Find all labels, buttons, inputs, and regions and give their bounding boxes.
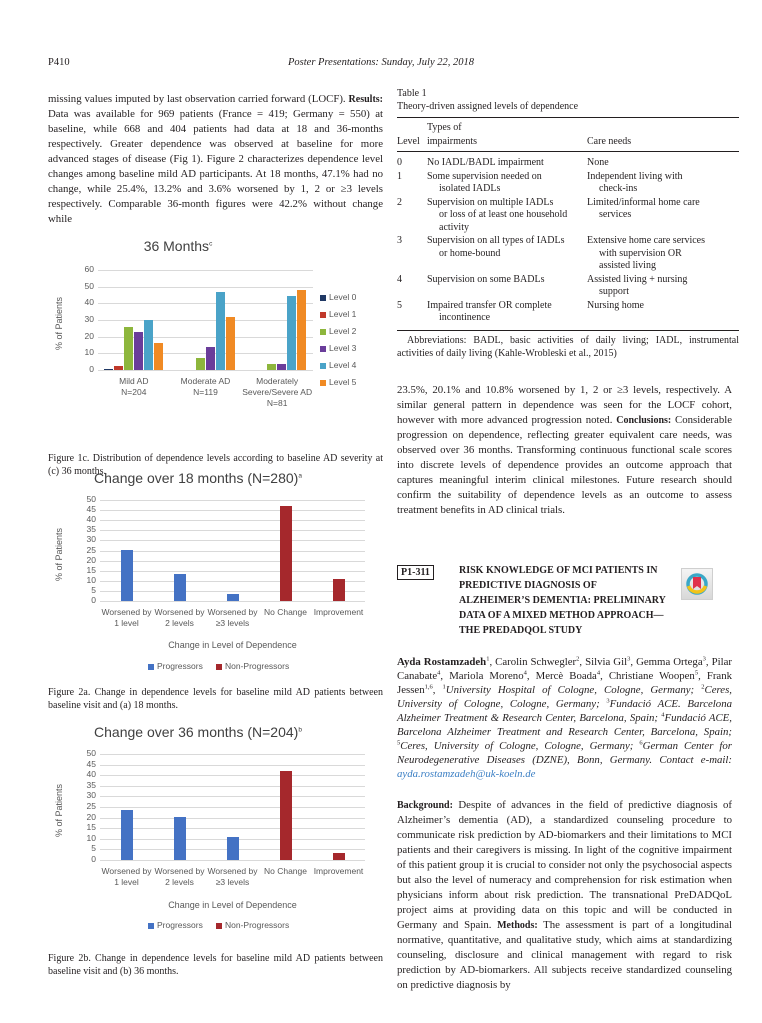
figure-2a-caption: Figure 2a. Change in dependence levels for baseline mild AD patients between baseline visit and (a) 18 months.: [48, 687, 383, 711]
continuation-paragraph: [397, 383, 732, 518]
table-cell-impairment: Impaired transfer OR complete: [427, 299, 552, 311]
author-superscript: 3: [702, 655, 706, 663]
y-tick-label: 50: [86, 748, 96, 758]
affiliation-superscript: 1: [442, 683, 446, 691]
legend-swatch: [320, 312, 326, 318]
table-cell-impairment: incontinence: [439, 312, 491, 323]
legend-swatch: [148, 923, 154, 929]
table-cell-impairment: Some supervision needed on: [427, 170, 542, 182]
intro-text-1: missing values imputed by last observation carried forward (LOCF).: [48, 93, 349, 105]
table-1-label: Table 1: [397, 88, 427, 99]
title-superscript: c: [209, 240, 213, 248]
y-tick-label: 0: [91, 854, 96, 864]
affiliation-text: Fundació ACE, Barcelona Alzheimer Treatment and Research Center, Barcelona, Spain;: [397, 712, 732, 738]
table-cell-impairment: No IADL/BADL impairment: [427, 157, 544, 168]
table-bottom-rule: [397, 330, 739, 331]
table-footnote: Abbreviations: BADL, basic activities of daily living; IADL, instrumental activities of daily living (Kahle-Wrobleski et al., 2015): [397, 335, 739, 359]
running-title: Poster Presentations: Sunday, July 22, 2018: [288, 57, 474, 68]
y-tick-label: 20: [84, 330, 94, 341]
figure-1c-chart: [48, 238, 383, 443]
table-cell-care: check-ins: [599, 183, 638, 194]
y-tick-label: 60: [84, 264, 94, 274]
table-cell-care: None: [587, 157, 609, 168]
legend-swatch: [320, 380, 326, 386]
bar-progressors: [121, 550, 133, 601]
y-tick-label: 50: [84, 280, 94, 291]
x-axis-label: Change in Level of Dependence: [168, 900, 297, 910]
gridline: [100, 561, 365, 562]
legend-swatch: [320, 295, 326, 301]
bar-level-5: [226, 317, 235, 370]
legend-swatch: [148, 664, 154, 670]
gridline: [100, 591, 365, 592]
legend-label: Level 5: [329, 377, 357, 387]
y-tick-label: 30: [86, 534, 96, 545]
bar-level-1: [114, 366, 123, 370]
legend-label: Level 4: [329, 360, 357, 370]
intro-text-2: Data was available for 969 patients (France = 419; Germany = 550) at baseline, while 668 and 404 patients had data at 18 and 36-months respectively. Greater dependence was observed at baseline for more advanced stages of disease (Fig 1). Figure 2 characterizes dependence level changes among baseline mild AD participants. At 18 months, 47.1% had no change, while 25.4%, 13.2% and 3.6% worsened by 1, 2 or ≥3 levels respectively. Comparable 36-month figures were 42.2% without change while: [48, 108, 383, 225]
gridline: [100, 807, 365, 808]
affiliation-text: Ceres, University of Cologne, Cologne, Germany;: [397, 684, 732, 710]
x-tick-label: [306, 607, 371, 618]
legend-swatch: [216, 923, 222, 929]
legend-item: [148, 920, 203, 930]
y-tick-label: 15: [86, 564, 96, 575]
gridline: [100, 828, 365, 829]
bar-progressors: [174, 817, 186, 860]
y-axis-label: % of Patients: [54, 296, 64, 350]
x-tick-label-line: Moderate AD: [180, 376, 231, 386]
x-tick-label-line: Worsened by: [207, 866, 258, 876]
y-axis-label: % of Patients: [54, 783, 64, 837]
legend-item: [320, 326, 356, 336]
author-name: Mercè Boada: [535, 670, 597, 682]
x-tick-label-line: Improvement: [313, 607, 364, 617]
x-tick-label-line: Moderately: [256, 376, 299, 386]
table-cell-impairment: Supervision on multiple IADLs: [427, 196, 554, 208]
table-cell-care: Nursing home: [587, 299, 644, 311]
y-tick-label: 25: [86, 544, 96, 555]
y-tick-label: 50: [86, 494, 96, 504]
y-tick-label: 10: [86, 574, 96, 585]
y-tick-label: 5: [91, 843, 96, 854]
legend-item: [148, 661, 203, 671]
background-paragraph: [397, 798, 732, 993]
background-text: Despite of advances in the field of predictive diagnosis of Alzheimer’s dementia (AD), a standardized counseling procedure to communicate risk prediction by AD-biomarkers and their limitations to MCI patients and their caregivers is missing. In light of the cognitive impairment of this patient group it is crucial to consider not only the psychosocial aspects but also the level of numeracy and comprehension for risk estimation when physicians inform about risk prediction. The transnational PreDADQoL project aims at providing data on this topic and will be conducted in Germany and Spain.: [397, 799, 732, 931]
legend-swatch: [320, 329, 326, 335]
table-cell-care: assisted living: [599, 260, 656, 271]
gridline: [100, 796, 365, 797]
legend-label: Progressors: [157, 661, 203, 671]
legend-label: Level 0: [329, 292, 357, 302]
author-name: Pilar Canabate: [397, 656, 732, 682]
bar-level-2: [196, 358, 205, 370]
table-cell-level: 2: [397, 196, 402, 208]
x-tick-label-line: Improvement: [313, 866, 364, 876]
table-cell-level: 0: [397, 157, 402, 168]
continuation-text-2: Considerable progression on dependence, reflecting greater equivalent care needs, was observed over 36 months. Transforming continuous functional scale scores into discrete levels of dependence provides an outcome approach that captures meaningful interim clinical milestones. Future research should confirm the suitability of dependence levels as an outcome to assess treatment benefits in AD clinical trials.: [397, 414, 733, 516]
continuation-text-1: 23.5%, 20.1% and 10.8% worsened by 1, 2 or ≥3 levels, respectively. A similar general pattern in dependence was seen for the LOCF cohort, however with more advanced progression noted.: [397, 384, 732, 426]
table-top-rule: [397, 117, 739, 118]
affiliation-text: Ceres, University of Cologne, Cologne, Germany;: [400, 740, 640, 752]
author-name: Gemma Ortega: [636, 656, 703, 668]
crossmark-icon[interactable]: [681, 568, 713, 600]
contact-email-link[interactable]: ayda.rostamzadeh@uk-koeln.de: [397, 768, 536, 780]
table-cell-care: with supervision OR: [599, 247, 682, 259]
table-header-level: Level: [397, 136, 420, 147]
bar-level-3: [134, 332, 143, 370]
x-tick-label-line: Mild AD: [119, 376, 149, 386]
table-cell-care: services: [599, 209, 632, 220]
table-cell-impairment: Supervision on some BADLs: [427, 273, 545, 285]
bar-non-progressors: [280, 506, 292, 601]
background-label: Background:: [397, 800, 453, 811]
page-number: P410: [48, 57, 70, 68]
legend-item: [320, 343, 356, 353]
table-cell-care: support: [599, 286, 629, 297]
legend-item: [320, 377, 356, 387]
author-superscript: 1: [486, 655, 490, 663]
legend-label: Level 1: [329, 309, 357, 319]
legend-item: [320, 292, 356, 302]
y-tick-label: 40: [86, 769, 96, 780]
legend-swatch: [320, 346, 326, 352]
legend-label: Level 3: [329, 343, 357, 353]
y-tick-label: 0: [89, 364, 94, 374]
figure-2b-chart: [48, 722, 383, 937]
x-tick-label-line: 2 levels: [165, 877, 194, 887]
title-superscript: a: [298, 472, 302, 480]
author-superscript: 3: [627, 655, 631, 663]
gridline: [98, 370, 313, 371]
author-name: Carolin Schwegler: [495, 656, 577, 668]
table-cell-care: Assisted living + nursing: [587, 273, 688, 285]
author-name: Christiane Woopen: [608, 670, 695, 682]
x-tick-label-line: Severe/Severe AD: [242, 387, 313, 397]
gridline: [100, 601, 365, 602]
y-tick-label: 30: [86, 790, 96, 801]
x-tick-label-line: Worsened by: [101, 607, 152, 617]
bar-progressors: [121, 810, 133, 860]
x-tick-label-line: N=81: [266, 398, 288, 408]
table-header-care-needs: Care needs: [587, 136, 632, 147]
gridline: [98, 303, 313, 304]
figure-1c-caption: Figure 1c. Distribution of dependence levels according to baseline AD severity at (c) 36 months.: [48, 453, 383, 477]
gridline: [100, 540, 365, 541]
author-name: Frank Jessen: [397, 670, 733, 696]
bar-level-3: [277, 364, 286, 370]
table-header-rule: [397, 151, 739, 152]
conclusions-label: Conclusions:: [616, 415, 672, 426]
legend-label: Non-Progressors: [225, 920, 290, 930]
table-cell-care: Extensive home care services: [587, 235, 706, 246]
x-tick-label-line: ≥3 levels: [215, 618, 250, 628]
legend-label: Non-Progressors: [225, 661, 290, 671]
gridline: [100, 530, 365, 531]
table-cell-level: 3: [397, 235, 402, 246]
gridline: [98, 320, 313, 321]
author-name: Ayda Rostamzadeh: [397, 656, 487, 668]
affiliation-superscript: 2: [701, 683, 705, 691]
table-cell-impairment: or loss of at least one household: [439, 209, 568, 220]
gridline: [100, 775, 365, 776]
affiliation-text: Fundació ACE. Barcelona Alzheimer Treatment & Research Center, Barcelona, Spain;: [397, 698, 732, 724]
methods-label: Methods:: [497, 920, 538, 931]
abstract-id-badge: P1-311: [397, 565, 434, 580]
y-tick-label: 45: [86, 504, 96, 515]
author-list: Ayda Rostamzadeh$^1$, Carolin Schwegler$^2$, Silvia Gil$^3$, Gemma Ortega$^3$, Pilar Canabate$^4$, Mariola Moreno$^4$, Mercè Boada$^4$, Christiane Woopen$^5$, Frank Jessen$^{1,6}$,: [397, 655, 733, 696]
x-tick-label-line: Worsened by: [154, 866, 205, 876]
y-tick-label: 40: [84, 297, 94, 308]
gridline: [100, 581, 365, 582]
x-tick-label-line: No Change: [263, 866, 307, 876]
table-header-impairments-line1: Types of: [427, 122, 462, 133]
gridline: [100, 500, 365, 501]
y-tick-label: 15: [86, 822, 96, 833]
table-cell-care: Limited/informal home care: [587, 196, 700, 208]
x-tick-label-line: Worsened by: [207, 607, 258, 617]
x-tick-label-line: N=119: [193, 387, 218, 397]
x-tick-label-line: Worsened by: [154, 607, 205, 617]
affiliation-text: German Center for Neurodegenerative Diseases (DZNE), Bonn, Germany.: [397, 740, 732, 766]
x-tick-label-line: 2 levels: [165, 618, 194, 628]
affiliation-superscript: 6: [639, 739, 643, 747]
bar-level-5: [297, 290, 306, 370]
x-tick-label-line: N=204: [121, 387, 147, 397]
x-tick-label: [235, 376, 319, 409]
title-superscript: b: [298, 726, 302, 734]
y-tick-label: 35: [86, 524, 96, 535]
affiliation-superscript: 5: [397, 739, 401, 747]
legend-item: [216, 920, 289, 930]
affiliation-superscript: 4: [661, 711, 665, 719]
bar-level-5: [154, 343, 163, 371]
legend-item: [320, 309, 356, 319]
authors-affiliations: [397, 655, 732, 781]
bar-progressors: [227, 837, 239, 860]
affiliation-text: University Hospital of Cologne, Cologne, Germany;: [445, 684, 702, 696]
x-tick-label: [306, 866, 371, 877]
legend-label: Progressors: [157, 920, 203, 930]
author-superscript: 4: [437, 669, 441, 677]
table-header-impairments-line2: impairments: [427, 136, 477, 147]
chart-title: Change over 18 months (N=280)$^a$: [94, 470, 302, 486]
legend-swatch: [320, 363, 326, 369]
y-tick-label: 10: [84, 347, 94, 358]
y-tick-label: 5: [91, 584, 96, 595]
y-axis-label: % of Patients: [54, 527, 64, 581]
x-tick-label-line: 1 level: [114, 877, 139, 887]
legend-label: Level 2: [329, 326, 357, 336]
gridline: [98, 270, 313, 271]
bar-progressors: [174, 574, 186, 601]
bar-level-4: [216, 292, 225, 370]
bar-non-progressors: [333, 579, 345, 601]
table-cell-level: 1: [397, 170, 402, 182]
affiliation-superscript: 3: [606, 697, 610, 705]
y-tick-label: 40: [86, 514, 96, 525]
bar-level-0: [104, 369, 113, 370]
x-tick-label-line: 1 level: [114, 618, 139, 628]
table-1-title: Theory-driven assigned levels of dependence: [397, 101, 579, 112]
bar-level-4: [144, 320, 153, 370]
abstract-title: RISK KNOWLEDGE OF MCI PATIENTS IN PREDICTIVE DIAGNOSIS OF ALZHEIMER’S DEMENTIA: PRELIMINARY DATA OF A MIXED METHOD APPROACH—THE PREDADQOL STUDY: [459, 565, 666, 636]
gridline: [100, 765, 365, 766]
gridline: [100, 754, 365, 755]
table-cell-impairment: Supervision on all types of IADLs: [427, 235, 565, 246]
y-tick-label: 35: [86, 779, 96, 790]
table-cell-level: 4: [397, 273, 402, 285]
author-superscript: 1,6: [424, 683, 433, 691]
y-tick-label: 20: [86, 811, 96, 822]
bar-level-4: [287, 296, 296, 370]
gridline: [100, 786, 365, 787]
author-name: Mariola Moreno: [449, 670, 524, 682]
gridline: [98, 287, 313, 288]
table-cell-impairment: isolated IADLs: [439, 183, 501, 194]
table-cell-impairment: activity: [439, 221, 469, 233]
crossmark-glyph-icon: [682, 569, 712, 599]
chart-title: Change over 36 months (N=204)$^b$: [94, 724, 302, 740]
gridline: [100, 860, 365, 861]
y-tick-label: 0: [91, 595, 96, 605]
figure-2b-caption: Figure 2b. Change in dependence levels for baseline mild AD patients between baseline visit and (b) 36 months.: [48, 953, 383, 977]
author-superscript: 4: [596, 669, 601, 677]
chart-title: 36 Months$^c$: [143, 238, 213, 254]
gridline: [100, 571, 365, 572]
y-tick-label: 20: [86, 554, 96, 565]
y-tick-label: 25: [86, 801, 96, 811]
legend-item: [320, 360, 356, 370]
y-tick-label: 30: [84, 314, 94, 324]
y-tick-label: 10: [86, 832, 96, 843]
x-tick-label-line: Worsened by: [101, 866, 152, 876]
x-tick-label-line: No Change: [263, 607, 307, 617]
contact-label: Contact e-mail:: [659, 754, 732, 766]
intro-paragraph: [48, 92, 383, 227]
table-cell-impairment: or home-bound: [439, 247, 501, 259]
author-superscript: 4: [523, 669, 527, 677]
bar-non-progressors: [280, 771, 292, 860]
author-superscript: 2: [576, 655, 580, 663]
author-superscript: 5: [694, 669, 699, 677]
bar-non-progressors: [333, 853, 345, 860]
legend-swatch: [216, 664, 222, 670]
results-label: Results:: [348, 94, 383, 105]
y-tick-label: 45: [86, 758, 96, 769]
methods-text: The assessment is part of a longitudinal normative, quantitative, and qualitative study, which aims at standardizing counseling, disclosure and clinical management with regard to risk prediction by AD-biomarkers. All subjects receive standardized counseling on predictive diagnosis by: [397, 919, 732, 991]
gridline: [100, 510, 365, 511]
gridline: [100, 551, 365, 552]
author-name: Silvia Gil: [585, 656, 628, 668]
gridline: [100, 520, 365, 521]
table-cell-care: Independent living with: [587, 170, 683, 182]
bar-level-2: [124, 327, 133, 370]
gridline: [100, 818, 365, 819]
figure-2a-chart: [48, 468, 383, 683]
bar-level-2: [267, 364, 276, 370]
x-axis-label: Change in Level of Dependence: [168, 640, 297, 650]
legend-item: [216, 661, 289, 671]
bar-progressors: [227, 594, 239, 601]
x-tick-label-line: ≥3 levels: [215, 877, 250, 887]
table-cell-level: 5: [397, 299, 402, 311]
bar-level-3: [206, 347, 215, 370]
